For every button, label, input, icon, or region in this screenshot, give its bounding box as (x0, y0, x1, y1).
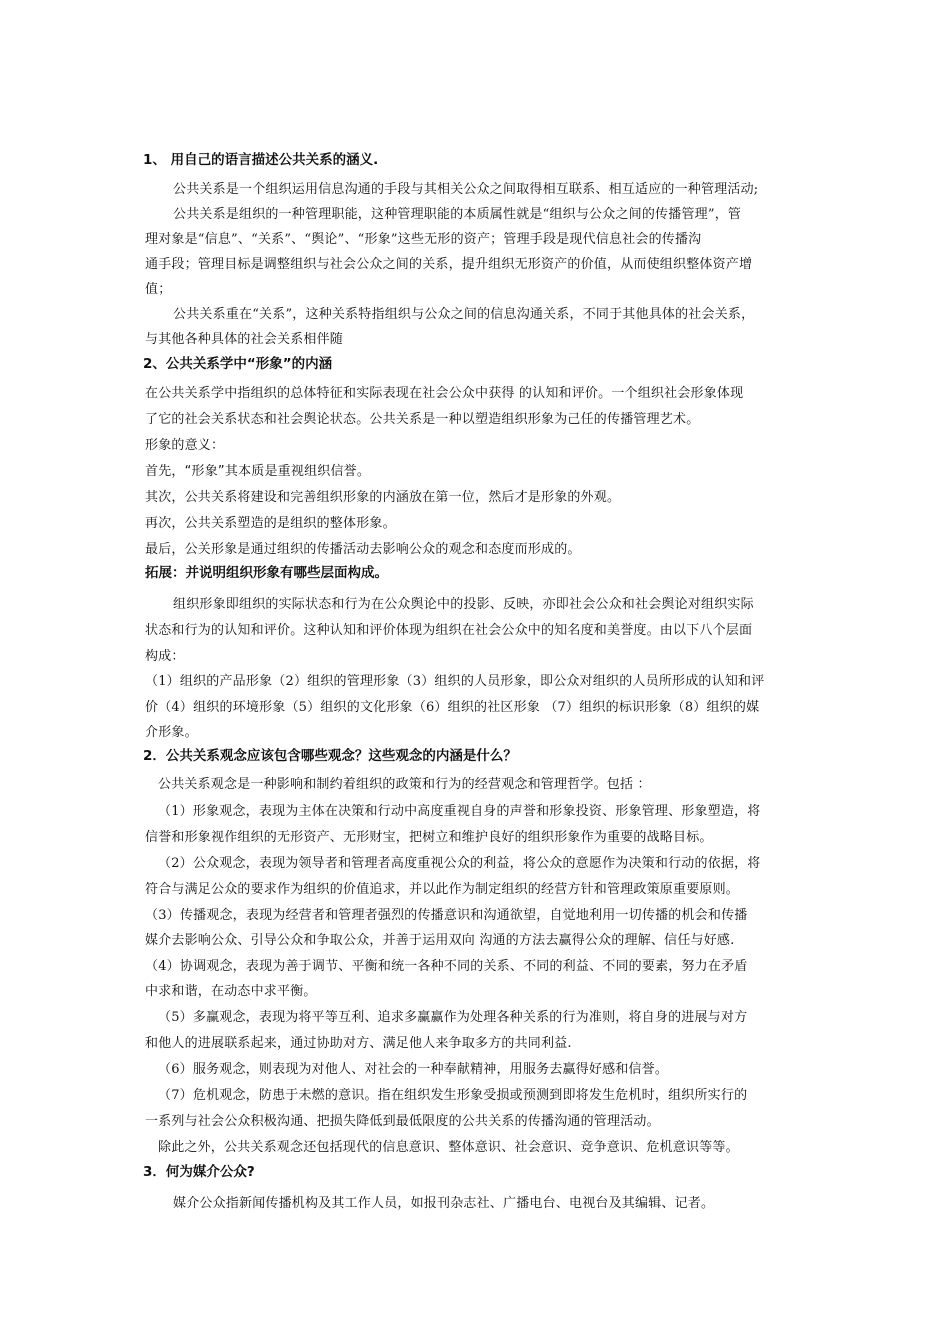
s3-concept-2-line-1: （2）公众观念，表现为领导者和管理者高度重视公众的利益，将公众的意愿作为决策和行动的依据，将 (158, 856, 761, 871)
s3-concept-4-line-1: （4）协调观念，表现为善于调节、平衡和统一各种不同的关系、不同的利益、不同的要素，努力在矛盾 (145, 959, 748, 974)
section-3-title: 2．公共关系观念应该包含哪些观念？这些观念的内涵是什么？ (143, 748, 517, 764)
s2-levels-line-3: 介形象。 (145, 725, 198, 740)
s3-concept-2-line-2: 符合与满足公众的要求作为组织的价值追求，并以此作为制定组织的经营方针和管理政策原重要原则。 (145, 882, 740, 897)
s2-levels-line-2: 价（4）组织的环境形象（5）组织的文化形象（6）组织的社区形象 （7）组织的标识形象（8）组织的媒 (145, 700, 760, 715)
s3-concept-1-line-1: （1）形象观念，表现为主体在决策和行动中高度重视自身的声誉和形象投资、形象管理、形象塑造，将 (158, 804, 761, 819)
s1-paragraph-2-line-2: 理对象是“信息”、“关系”、“舆论”、“形象”这些无形的资产；管理手段是现代信息社会的传播沟 (145, 232, 702, 247)
s1-paragraph-3-line-1: 公共关系重在“关系”，这种关系特指组织与公众之间的信息沟通关系，不同于其他具体的社会关系， (173, 307, 755, 322)
s3-concept-4-line-2: 中求和谐，在动态中求平衡。 (145, 984, 317, 999)
s2-levels-line-1: （1）组织的产品形象（2）组织的管理形象（3）组织的人员形象，即公众对组织的人员所形成的认知和评 (145, 674, 765, 689)
s2-image-line-1: 组织形象即组织的实际状态和行为在公众舆论中的投影、反映，亦即社会公众和社会舆论对组织实际 (173, 597, 754, 612)
section-2-title: 2、公共关系学中“形象”的内涵 (143, 356, 333, 372)
s3-concept-5-line-1: （5）多赢观念，表现为将平等互利、追求多赢赢作为处理各种关系的行为准则，将自身的进展与对方 (158, 1010, 748, 1025)
s3-concept-7-line-1: （7）危机观念，防患于未燃的意识。指在组织发生形象受损或预测到即将发生危机时，组织所实行的 (158, 1088, 748, 1103)
s1-paragraph-2-line-4: 值； (145, 282, 172, 297)
s3-concept-3-line-2: 媒介去影响公众、引导公众和争取公众，并善于运用双向 沟通的方法去赢得公众的理解、信任与好感. (145, 933, 735, 948)
s2-paragraph-1-line-1: 在公共关系学中指组织的总体特征和实际表现在社会公众中获得 的认知和评价。一个组织社会形象体现 (145, 386, 744, 401)
s3-concept-6: （6）服务观念，则表现为对他人、对社会的一种奉献精神，用服务去赢得好感和信誉。 (158, 1062, 669, 1077)
s3-concept-5-line-2: 和他人的进展联系起来，通过协助对方、满足他人来争取多方的共同利益. (145, 1036, 572, 1051)
s2-paragraph-1-line-2: 了它的社会关系状态和社会舆论状态。公共关系是一种以塑造组织形象为己任的传播管理艺术。 (145, 412, 700, 427)
s2-first: 首先，“形象”其本质是重视组织信誉。 (145, 464, 371, 479)
s3-concept-3-line-1: （3）传播观念，表现为经营者和管理者强烈的传播意识和沟通欲望，自觉地利用一切传播的机会和传播 (145, 908, 748, 923)
s3-other-concepts: 除此之外，公共关系观念还包括现代的信息意识、整体意识、社会意识、竞争意识、危机意识等等。 (158, 1140, 739, 1155)
s1-paragraph-2-line-1: 公共关系是组织的一种管理职能，这种管理职能的本质属性就是“组织与公众之间的传播管理”，管 (173, 207, 742, 222)
s2-extension-title: 拓展：并说明组织形象有哪些层面构成。 (145, 565, 388, 581)
s2-second: 其次，公共关系将建设和完善组织形象的内涵放在第一位，然后才是形象的外观。 (145, 490, 621, 505)
s3-intro: 公共关系观念是一种影响和制约着组织的政策和行为的经营观念和管理哲学。包括 ： (158, 777, 651, 792)
s2-image-line-3: 构成： (145, 649, 185, 664)
s2-meaning-label: 形象的意义： (145, 438, 225, 453)
s2-last: 最后，公关形象是通过组织的传播活动去影响公众的观念和态度而形成的。 (145, 542, 581, 557)
s4-paragraph-1: 媒介公众指新闻传播机构及其工作人员，如报刊杂志社、广播电台、电视台及其编辑、记者。 (173, 1196, 715, 1211)
s1-paragraph-3-line-2: 与其他各种具体的社会关系相伴随 (145, 332, 344, 347)
section-4-title: 3．何为媒介公众? (143, 1164, 255, 1180)
s2-third: 再次，公共关系塑造的是组织的整体形象。 (145, 516, 396, 531)
s1-paragraph-2-line-3: 通手段；管理目标是调整组织与社会公众之间的关系，提升组织无形资产的价值，从而使组织整体资产增 (145, 257, 753, 272)
s1-paragraph-1: 公共关系是一个组织运用信息沟通的手段与其相关公众之间取得相互联系、相互适应的一种管理活动; (173, 182, 759, 197)
s3-concept-1-line-2: 信誉和形象视作组织的无形资产、无形财宝，把树立和维护良好的组织形象作为重要的战略目标。 (145, 830, 713, 845)
section-1-title: 1、 用自己的语言描述公共关系的涵义. (143, 152, 379, 168)
s2-image-line-2: 状态和行为的认知和评价。这种认知和评价体现为组织在社会公众中的知名度和美誉度。由以下八个层面 (145, 623, 753, 638)
s3-concept-7-line-2: 一系列与社会公众积极沟通、把损失降低到最低限度的公共关系的传播沟通的管理活动。 (145, 1114, 660, 1129)
